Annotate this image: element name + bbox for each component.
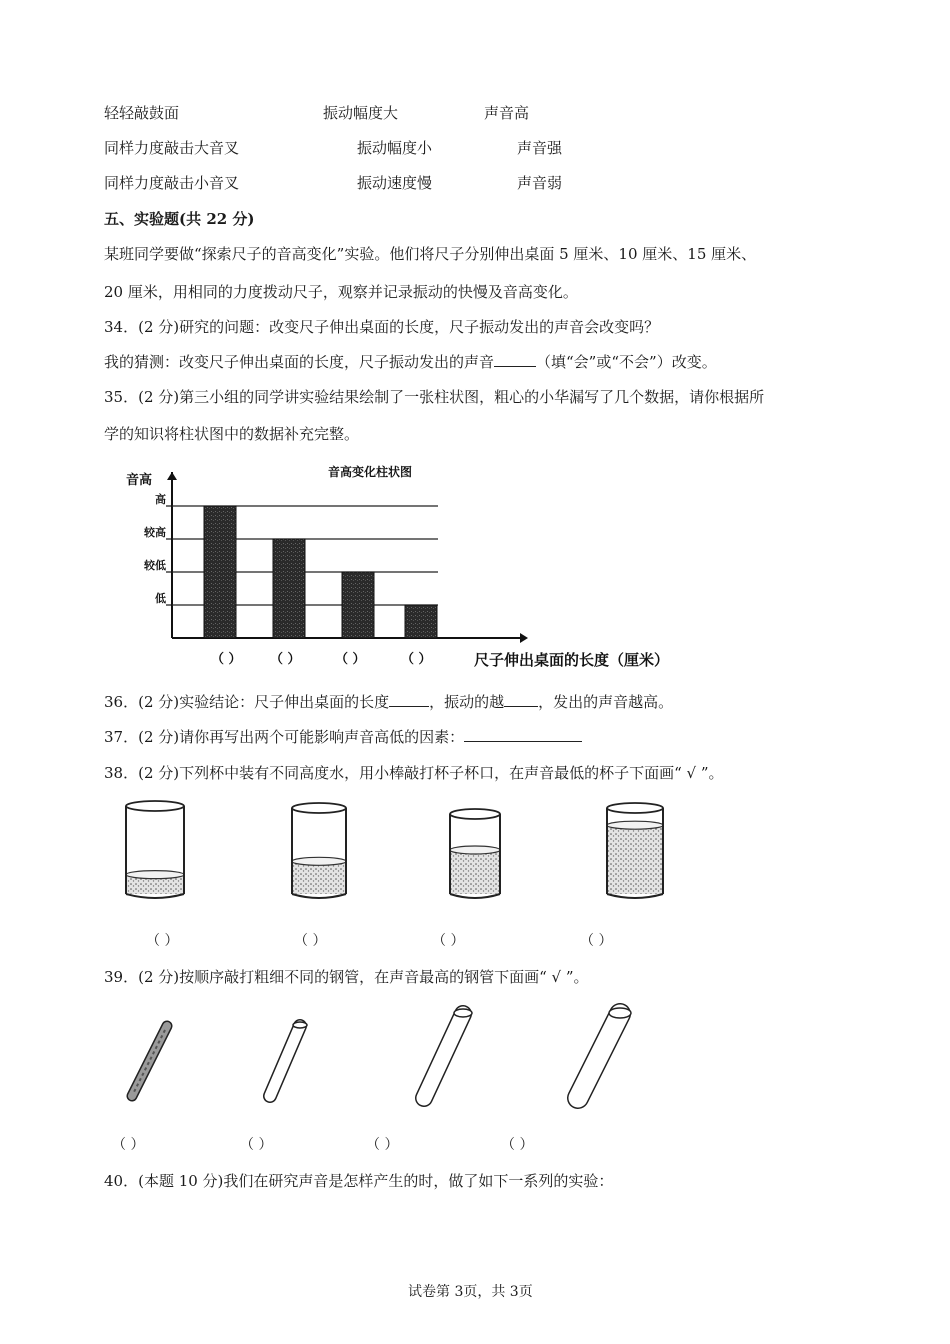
q34-guess <box>104 351 717 372</box>
chart-title: 音高变化柱状图 <box>328 465 413 479</box>
x-axis-label: 尺子伸出桌面的长度（厘米） <box>474 651 670 669</box>
bar-3 <box>342 572 374 638</box>
match-row-1-left: 轻轻敲鼓面 <box>104 104 180 122</box>
q39-answer-4[interactable]: （ ） <box>501 1137 534 1153</box>
q36-text-1: 36．(2 分)实验结论：尺子伸出桌面的长度 <box>104 693 390 711</box>
q36-blank-1[interactable] <box>389 692 429 707</box>
q35-question-line-2: 学的知识将柱状图中的数据补充完整。 <box>104 425 360 443</box>
cup-bottom <box>292 894 346 898</box>
y-tick-label: 较高 <box>144 526 166 539</box>
cup-water <box>450 850 500 894</box>
cup-rim <box>450 809 500 819</box>
y-axis-label: 音高 <box>126 473 153 488</box>
match-row-2-mid: 振动幅度小 <box>357 139 433 157</box>
y-axis-arrow <box>167 472 177 480</box>
x-tick-label-3: （ ） <box>335 652 366 667</box>
match-row-3-left: 同样力度敲击小音叉 <box>104 174 240 192</box>
q36-blank-2[interactable] <box>504 692 538 707</box>
cup-water <box>607 825 663 894</box>
match-row-2-right: 声音强 <box>517 139 563 157</box>
steel-pipes-figure <box>110 1000 650 1110</box>
cup-rim <box>292 803 346 813</box>
cup-water-surface <box>607 821 663 829</box>
match-row-3-right: 声音弱 <box>517 174 563 192</box>
q34-answer-blank[interactable] <box>494 352 536 367</box>
cup-bottom <box>607 894 663 898</box>
cup-water-surface <box>126 871 184 879</box>
q38-question: 38．(2 分)下列杯中装有不同高度水，用小棒敲打杯子杯口，在声音最低的杯子下面画“ √ ”。 <box>104 764 724 782</box>
match-row-1-mid: 振动幅度大 <box>323 104 399 122</box>
match-row-3-mid: 振动速度慢 <box>357 174 433 192</box>
q37-question <box>104 726 582 747</box>
cup-rim <box>607 803 663 813</box>
x-tick-label-4: （ ） <box>401 652 432 667</box>
cup-bottom <box>450 894 500 898</box>
q34-guess-hint: （填“会”或“不会”）改变。 <box>536 353 717 371</box>
q38-answer-3[interactable]: （ ） <box>432 933 465 949</box>
section-intro-line-2: 20 厘米，用相同的力度拨动尺子，观察并记录振动的快慢及音高变化。 <box>104 283 578 301</box>
cup-2 <box>292 803 346 898</box>
cup-rim <box>126 801 184 811</box>
q37-answer-blank[interactable] <box>464 727 582 742</box>
q36-text-3: ，发出的声音越高。 <box>538 693 674 711</box>
pipe-2 <box>270 1022 307 1096</box>
y-tick-label: 较低 <box>144 559 166 572</box>
pipe-4 <box>578 1008 631 1098</box>
match-row-2-left: 同样力度敲击大音叉 <box>104 139 240 157</box>
q34-question: 34．(2 分)研究的问题：改变尺子伸出桌面的长度，尺子振动发出的声音会改变吗？ <box>104 318 660 336</box>
q37-text: 37．(2 分)请你再写出两个可能影响声音高低的因素： <box>104 728 465 746</box>
water-cups-figure <box>110 798 690 908</box>
q39-question: 39．(2 分)按顺序敲打粗细不同的钢管，在声音最高的钢管下面画“ √ ”。 <box>104 968 589 986</box>
page-footer: 试卷第 3页，共 3页 <box>408 1284 533 1300</box>
match-row-1-right: 声音高 <box>484 104 530 122</box>
q35-question-line-1: 35．(2 分)第三小组的同学讲实验结果绘制了一张柱状图，粗心的小华漏写了几个数据，请你根据所 <box>104 388 765 406</box>
y-tick-label: 低 <box>155 592 166 605</box>
cup-water-surface <box>292 857 346 865</box>
q39-answer-1[interactable]: （ ） <box>112 1137 145 1153</box>
cup-4 <box>607 803 663 898</box>
pipe-3 <box>424 1009 472 1098</box>
cup-water-surface <box>450 846 500 854</box>
pipe-1 <box>132 1026 167 1096</box>
q40-question: 40．(本题 10 分)我们在研究声音是怎样产生的时，做了如下一系列的实验： <box>104 1172 614 1190</box>
cup-3 <box>450 809 500 898</box>
bar-1 <box>204 506 236 638</box>
q38-answer-2[interactable]: （ ） <box>294 933 327 949</box>
q39-answer-2[interactable]: （ ） <box>240 1137 273 1153</box>
cup-bottom <box>126 894 184 898</box>
section-intro-line-1: 某班同学要做“探索尺子的音高变化”实验。他们将尺子分别伸出桌面 5 厘米、10 厘米、15 厘米、 <box>104 245 757 263</box>
y-tick-label: 高 <box>155 493 166 506</box>
q36-question <box>104 691 673 712</box>
x-axis-arrow <box>520 633 528 643</box>
q34-guess-text: 我的猜测：改变尺子伸出桌面的长度，尺子振动发出的声音 <box>104 353 495 371</box>
q38-answer-1[interactable]: （ ） <box>146 933 179 949</box>
q39-answer-3[interactable]: （ ） <box>366 1137 399 1153</box>
bar-4 <box>405 605 437 638</box>
section-heading: 五、实验题(共 22 分) <box>104 210 255 228</box>
q36-text-2: ，振动的越 <box>429 693 505 711</box>
pitch-bar-chart <box>118 458 738 678</box>
cup-1 <box>126 801 184 898</box>
bar-2 <box>273 539 305 638</box>
x-tick-label-2: （ ） <box>270 652 301 667</box>
x-tick-label-1: （ ） <box>211 652 242 667</box>
q38-answer-4[interactable]: （ ） <box>580 933 613 949</box>
cup-water <box>292 861 346 894</box>
